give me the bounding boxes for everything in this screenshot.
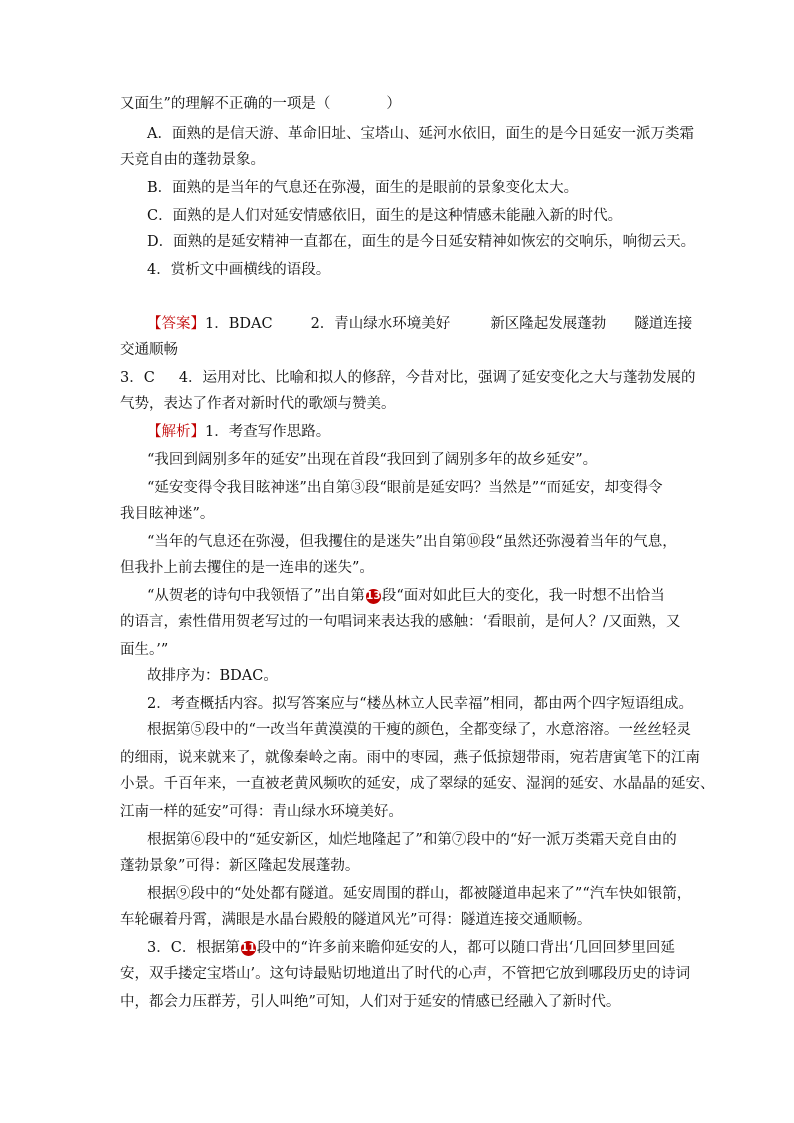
analysis-order: 故排序为：BDAC。	[147, 668, 278, 684]
option-c: C．面熟的是人们对延安情感依旧，面生的是这种情感未能融入新的时代。	[147, 208, 623, 224]
question-stem: 又面生”的理解不正确的一项是（ ）	[120, 96, 401, 112]
analysis-heading: 【解析】1．考查写作思路。	[147, 424, 331, 440]
analysis-line: 江南一样的延安”可得：青山绿水环境美好。	[120, 804, 403, 820]
analysis-line: 3．C．根据第11段中的“许多前来瞻仰延安的人，都可以随口背出‘几回回梦里回延	[147, 940, 675, 956]
question-4: 4．赏析文中画横线的语段。	[147, 262, 331, 278]
answer-2-cont: 交通顺畅	[120, 342, 178, 358]
analysis-line: 我目眩神迷”。	[120, 506, 215, 522]
analysis-label: 【解析】	[147, 424, 205, 440]
analysis-line: 中，都会力压群芳，引人叫绝”可知，人们对于延安的情感已经融入了新时代。	[120, 994, 621, 1010]
analysis-line: “我回到阔别多年的延安”出现在首段“我回到了阔别多年的故乡延安”。	[147, 452, 598, 468]
paragraph-number-badge: 13	[366, 590, 381, 602]
analysis-line: 的细雨，说来就来了，就像秦岭之南。雨中的枣园，燕子低掠翅带雨，宛若唐寅笔下的江南	[120, 750, 700, 766]
answer-4-cont: 气势，表达了作者对新时代的歌颂与赞美。	[120, 396, 396, 412]
option-d: D．面熟的是延安精神一直都在，面生的是今日延安精神如恢宏的交响乐，响彻云天。	[147, 234, 696, 250]
analysis-line: “当年的气息还在弥漫，但我攫住的是迷失”出自第⑩段“虽然还弥漫着当年的气息，	[147, 534, 677, 550]
analysis-line: 的语言，索性借用贺老写过的一句唱词来表达我的感触：‘看眼前，是何人？/又面熟，又	[120, 614, 681, 630]
option-a-cont: 天竞自由的蓬勃景象。	[120, 152, 265, 168]
analysis-line: “从贺老的诗句中我领悟了”出自第13段“面对如此巨大的变化，我一时想不出恰当	[147, 588, 665, 604]
analysis-line: 车轮碾着丹霄，满眼是水晶台殿般的隧道风光”可得：隧道连接交通顺畅。	[120, 912, 592, 928]
analysis-line: 但我扑上前去攫住的是一连串的迷失”。	[120, 560, 374, 576]
analysis-line: “延安变得令我目眩神迷”出自第③段“眼前是延安吗？当然是”“而延安，却变得令	[147, 480, 663, 496]
analysis-line: 小景。千百年来，一直被老黄风频吹的延安，成了翠绿的延安、湿润的延安、水晶晶的延安、	[120, 776, 715, 792]
answer-3-4: 3．C 4．运用对比、比喻和拟人的修辞，今昔对比，强调了延安变化之大与蓬勃发展的	[120, 370, 696, 386]
paragraph-number-badge: 11	[241, 942, 256, 954]
answer-label: 【答案】	[147, 316, 205, 332]
analysis-line: 蓬勃景象”可得：新区隆起发展蓬勃。	[120, 858, 360, 874]
analysis-line: 根据⑨段中的“处处都有隧道。延安周围的群山，都被隧道串起来了”“汽车快如银箭，	[147, 886, 692, 902]
analysis-line: 2．考查概括内容。拟写答案应与“楼丛林立人民幸福”相同，都由两个四字短语组成。	[147, 696, 694, 712]
analysis-line: 根据第⑤段中的“一改当年黄漠漠的干瘦的颜色，全都变绿了，水意溶溶。一丝丝轻灵	[147, 722, 691, 738]
option-b: B．面熟的是当年的气息还在弥漫，面生的是眼前的景象变化太大。	[147, 180, 579, 196]
analysis-line: 面生。’”	[120, 642, 169, 658]
option-a: A．面熟的是信天游、革命旧址、宝塔山、延河水依旧，面生的是今日延安一派万类霜	[147, 126, 694, 142]
analysis-line: 安，双手搂定宝塔山’。这句诗最贴切地道出了时代的心声，不管把它放到哪段历史的诗词	[120, 966, 691, 982]
analysis-line: 根据第⑥段中的“延安新区，灿烂地隆起了”和第⑦段中的“好一派万类霜天竞自由的	[147, 832, 677, 848]
answer-line: 【答案】1．BDAC 2．青山绿水环境美好 新区隆起发展蓬勃 隧道连接	[147, 316, 693, 332]
